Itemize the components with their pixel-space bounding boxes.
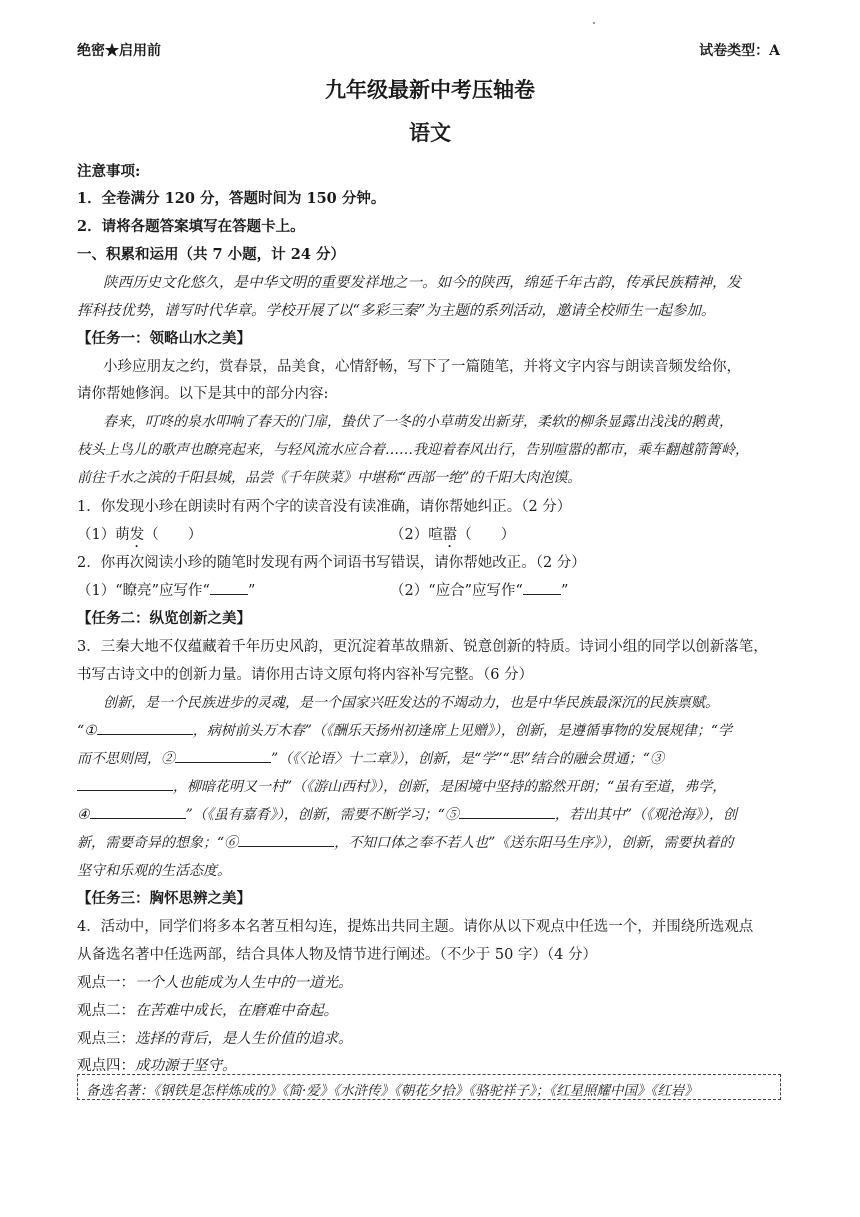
q1-b-dotted-char: 嚣 [442,527,458,543]
paper-type-label: 试卷类型：A [699,43,780,59]
q3-text: 而不思则罔，② [77,751,175,767]
view-label: 观点二： [77,1003,135,1019]
q3-blank-1[interactable] [97,720,193,735]
view-item [77,999,338,1020]
q2-item-b [390,579,568,600]
q2-stem: 2．你再次阅读小珍的随笔时发现有两个词语书写错误，请你帮她改正。（2 分） [77,555,586,571]
passage-line: 前往千水之滨的千阳县城，品尝《千年陕菜》中堪称“西部一绝”的千阳大肉泡馍。 [77,470,582,486]
view-label: 观点三： [77,1031,135,1047]
view-text: 在苦难中成长，在磨难中奋起。 [135,1003,338,1019]
subject-title: 语文 [409,120,451,145]
view-text: 一个人也能成为人生中的一道光。 [135,975,353,991]
view-text: 成功源于坚守。 [135,1058,237,1074]
q3-blank-4[interactable] [90,804,186,819]
q2-b-text: （2）“应合”应写作“ [390,583,523,599]
q3-text-line [77,720,732,740]
passage-line: 枝头上鸟儿的歌声也瞭亮起来，与轻风流水应合着……我迎着春风出行，告别喧嚣的都市，乘车翻越箭箐岭， [77,442,749,458]
q3-text-line [77,832,733,852]
passage-line: 春来，叮咚的泉水叩响了春天的门扉，蛰伏了一冬的小草萌发出新芽，柔软的柳条显露出浅浅的鹅黄， [103,414,733,430]
q2-item-a [77,579,255,600]
q1-stem: 1．你发现小珍在朗读时有两个字的读音没有读准确，请你帮她纠正。（2 分） [77,499,572,515]
q1-b-answer-slot[interactable]: （ ） [457,527,516,543]
confidential-label: 绝密★启用前 [77,43,161,59]
q3-text-line [77,748,664,768]
q3-text: ，不知口体之奉不若人也”《送东阳马生序》），创新，需要执着的 [334,835,734,851]
q1-item-a [77,523,202,551]
notice-item: 1．全卷满分 120 分，答题时间为 150 分钟。 [77,190,386,207]
section1-intro-line: 陕西历史文化悠久，是中华文明的重要发祥地之一。如今的陕西，绵延千年古韵，传承民族精神，发 [103,275,741,291]
q3-text: ”（《虽有嘉肴》），创新，需要不断学习；“⑤ [185,807,459,823]
q3-text-line: 坚守和乐观的生活态度。 [77,863,231,879]
notice-item: 2．请将各题答案填写在答题卡上。 [77,218,305,235]
section1-intro-line: 挥科技优势，谱写时代华章。学校开展了以“多彩三秦”为主题的系列活动，邀请全校师生一起参加。 [77,303,716,319]
q3-text: 新，需要奇异的想象；“⑥ [77,835,239,851]
q3-text-line: 创新，是一个民族进步的灵魂，是一个国家兴旺发达的不竭动力，也是中华民族最深沉的民族禀赋。 [103,695,719,711]
task2-heading: 【任务二：纵览创新之美】 [77,610,251,627]
view-label: 观点一： [77,975,135,991]
view-item [77,1054,237,1075]
q1-item-b [390,523,515,551]
q3-blank-label: “① [77,723,97,739]
q4-stem-line: 4．活动中，同学们将多本名著互相勾连，提炼出共同主题。请你从以下观点中任选一个，并围绕所选观点 [77,919,754,935]
q2-a-blank[interactable] [210,580,248,595]
q2-b-blank[interactable] [523,580,561,595]
q3-blank-label: ④ [77,807,90,823]
q3-text: ”（《〈论语〉十二章》），创新，是“学”“思”结合的融会贯通；“③ [271,751,664,767]
q3-blank-2[interactable] [175,748,271,763]
q1-a-dotted-char: 发 [129,527,145,543]
q3-blank-3[interactable] [77,776,173,791]
section1-heading: 一、积累和运用（共 7 小题，计 24 分） [77,246,345,263]
q1-b-word: 喧 [428,527,443,543]
q3-text: ，柳暗花明又一村”（《游山西村》），创新，是困境中坚持的豁然开朗；“虽有至道，弗学， [173,779,727,795]
view-label: 观点四： [77,1058,135,1074]
notice-heading: 注意事项: [77,163,141,180]
q1-b-number: （2） [390,527,429,543]
view-text: 选择的背后，是人生价值的追求。 [135,1031,353,1047]
exam-title: 九年级最新中考压轴卷 [325,77,535,102]
q2-a-close: ” [247,583,256,599]
task1-intro-line: 请你帮她修润。以下是其中的部分内容: [77,386,329,402]
q3-stem-line: 书写古诗文中的创新力量。请你用古诗文原句将内容补写完整。（6 分） [77,667,534,683]
q3-stem-line: 3．三秦大地不仅蕴藏着千年历史风韵，更沉淀着革故鼎新、锐意创新的特质。诗词小组的同学以创新落笔， [77,639,768,655]
q1-a-number: （1） [77,527,116,543]
q4-stem-line: 从备选名著中任选两部，结合具体人物及情节进行阐述。（不少于 50 字）（4 分） [77,947,598,963]
q2-b-close: ” [560,583,569,599]
q1-a-word: 萌 [115,527,130,543]
task1-intro-line: 小珍应朋友之约，赏春景，品美食，心情舒畅，写下了一篇随笔，并将文字内容与朗读音频发给你， [103,359,741,375]
task1-heading: 【任务一：领略山水之美】 [77,330,251,347]
q3-text-line [77,776,726,796]
view-item [77,1027,353,1048]
books-note-text: 备选名著：《钢铁是怎样炼成的》《简·爱》《水浒传》《朝花夕拾》《骆驼祥子》；《红星照耀中国》《红岩》 [86,1083,698,1099]
scan-speck [593,22,595,24]
q2-a-text: （1）“瞭亮”应写作“ [77,583,210,599]
view-item [77,971,353,992]
q3-text-line [77,804,737,824]
task3-heading: 【任务三：胸怀思辨之美】 [77,890,251,907]
q3-blank-6[interactable] [238,832,334,847]
q1-a-answer-slot[interactable]: （ ） [144,527,203,543]
q3-blank-5[interactable] [459,804,555,819]
q3-text: ，若出其中”（《观沧海》），创 [554,807,738,823]
q3-text: ，病树前头万木春”（《酬乐天扬州初逢席上见赠》），创新，是遵循事物的发展规律；“学 [192,723,733,739]
